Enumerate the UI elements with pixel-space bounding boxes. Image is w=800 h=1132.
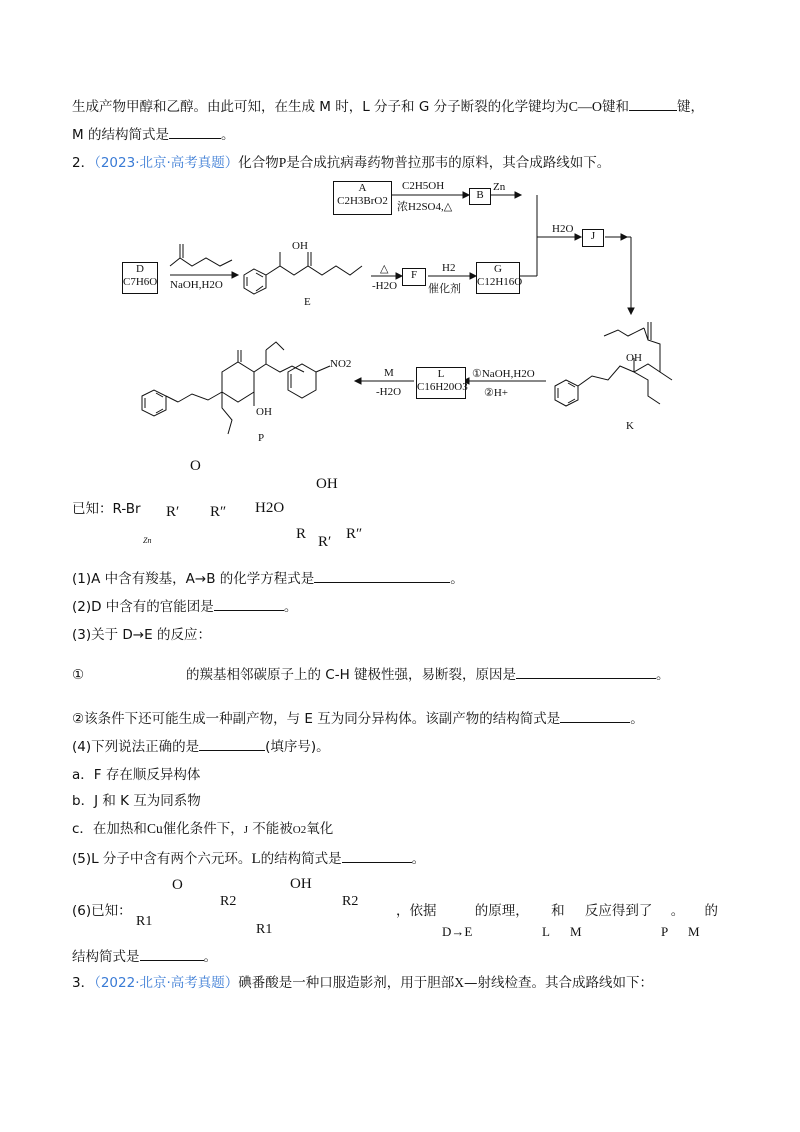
q1-text: (1)A 中含有羧基，A→B 的化学方程式是 <box>72 571 315 587</box>
q6-oh: OH <box>290 876 312 892</box>
bond-co: C—O <box>568 100 603 115</box>
question-1 <box>72 570 464 588</box>
question-number: 2． <box>72 155 95 171</box>
x-letter: X <box>454 975 465 990</box>
known-label: 已知：R-Br <box>72 501 141 517</box>
answer-blank[interactable] <box>140 948 204 961</box>
option-b: b．J 和 K 互为同系物 <box>72 793 201 809</box>
intro-text-5: 。 <box>220 127 235 143</box>
q5-text-2: 的结构简式是 <box>260 851 342 867</box>
reagent-zn: Zn <box>493 181 506 193</box>
q4-text: (4)下列说法正确的是 <box>72 739 200 755</box>
question-3: (3)关于 D→E 的反应： <box>72 627 211 643</box>
q3next-text: 碘番酸是一种口服造影剂，用于胆部 <box>238 975 455 991</box>
q6-text: ，依据 <box>396 903 437 919</box>
reagent-h2so4: 浓H2SO4,△ <box>397 201 453 213</box>
q6-end: 。 <box>203 949 217 965</box>
q3-1-end: 。 <box>656 667 670 683</box>
q6-m-2: M <box>688 924 700 939</box>
compound-g-formula: C12H16O <box>477 276 523 288</box>
answer-blank[interactable] <box>314 570 450 583</box>
box-f <box>402 268 426 286</box>
opt-c-text: c．在加热和 <box>72 821 147 837</box>
q6-end-text: 结构简式是 <box>72 949 140 965</box>
q6-r1: R1 <box>136 914 153 929</box>
q6-r2-enol: R2 <box>342 894 359 909</box>
q3-2-text: ②该条件下还可能生成一种副产物，与 E 互为同分异构体。该副产物的结构简式是 <box>72 711 561 727</box>
question-number-3: 3． <box>72 975 95 991</box>
e-oh-label: OH <box>292 240 308 252</box>
q6-o: O <box>172 877 183 893</box>
q6-d-to-e: D→E <box>442 924 473 939</box>
known-r2-product: R″ <box>346 526 363 542</box>
q6-l: L <box>542 924 550 939</box>
reagent-m: M <box>384 367 394 379</box>
answer-blank[interactable] <box>214 598 284 611</box>
q6-m: M <box>570 924 582 939</box>
q5-end: 。 <box>411 851 426 867</box>
question-2 <box>72 598 297 616</box>
compound-j-label: J <box>590 230 596 242</box>
box-j <box>582 229 604 247</box>
box-g <box>476 262 523 294</box>
question-4 <box>72 738 330 756</box>
question-3-header <box>72 974 653 992</box>
question-3-2 <box>72 710 644 728</box>
q6-text-6: 的 <box>704 903 718 919</box>
box-b <box>469 188 491 205</box>
compound-l-label: L <box>437 368 445 380</box>
answer-blank[interactable] <box>342 850 412 863</box>
opt-c-cu: Cu <box>146 821 163 836</box>
q3-2-end: 。 <box>630 711 644 727</box>
intro-text-4: M 的结构简式是 <box>72 127 169 143</box>
compound-f-label: F <box>410 269 418 281</box>
known-o: O <box>190 458 201 474</box>
known-r2: R″ <box>210 504 227 520</box>
reagent-catalyst: 催化剂 <box>428 283 461 295</box>
q6-end-line <box>72 948 217 966</box>
q6-text-4: 反应得到了 <box>584 903 653 919</box>
option-a: a．F 存在顺反异构体 <box>72 767 201 783</box>
known-r1: R′ <box>166 504 180 520</box>
question-3-1 <box>186 666 670 684</box>
compound-a-label: A <box>358 182 367 194</box>
opt-c-j: J <box>243 824 248 836</box>
opt-c-o2: O2 <box>292 824 307 836</box>
q2-text: (2)D 中含有的官能团是 <box>72 599 214 615</box>
heat-symbol: △ <box>380 263 389 275</box>
answer-blank[interactable] <box>199 738 265 751</box>
box-a <box>333 181 392 215</box>
q1-end: 。 <box>450 571 464 587</box>
compound-p: P <box>278 155 287 170</box>
box-d <box>122 262 158 294</box>
reagent-minus-water-2: -H2O <box>376 386 402 398</box>
reagent-ethanol: C2H5OH <box>402 180 445 192</box>
compound-d-formula: C7H6O <box>123 276 158 288</box>
opt-c-text-2: 催化条件下， <box>162 821 244 837</box>
intro-text-2: 键和 <box>602 99 630 115</box>
compound-l-formula: C16H20O3 <box>417 381 468 393</box>
q5-text: (5)L 分子中含有两个六元环。 <box>72 851 252 867</box>
reagent-h2: H2 <box>442 262 456 274</box>
known-r: R <box>296 526 307 542</box>
q3-1-number: ① <box>72 667 85 683</box>
known-r1-product: R′ <box>318 534 332 550</box>
box-l <box>416 367 466 399</box>
option-c <box>72 820 333 839</box>
compound-a-formula: C2H3BrO2 <box>337 195 388 207</box>
compound-g-label: G <box>494 263 502 275</box>
p-oh-label: OH <box>256 406 272 418</box>
compound-b-label: B <box>476 189 484 201</box>
known-h2o: H2O <box>255 500 285 516</box>
q6-line <box>396 902 718 920</box>
question-text: 化合物 <box>238 155 279 171</box>
question-5 <box>72 850 425 868</box>
reagent-minus-water: -H2O <box>372 280 398 292</box>
q6-r1-enol: R1 <box>256 922 273 937</box>
reagent-naoh: NaOH,H2O <box>170 279 223 291</box>
source-tag-2[interactable]: （2022·北京·高考真题） <box>94 975 239 991</box>
q6-text-2: 的原理， <box>474 903 529 919</box>
compound-e-label: E <box>304 296 311 308</box>
q6-text-3: 和 <box>551 903 565 919</box>
reagent-water: H2O <box>552 223 574 235</box>
source-tag[interactable]: （2023·北京·高考真题） <box>94 155 239 171</box>
opt-c-text-3: 不能被 <box>252 821 293 837</box>
reagent-acid: ②H+ <box>484 387 509 399</box>
known-zn: Zn <box>143 536 152 545</box>
q5-l: L <box>251 851 261 867</box>
q2-end: 。 <box>283 599 298 615</box>
reagent-naoh-2: ①NaOH,H2O <box>472 368 535 380</box>
opt-c-text-4: 氧化 <box>306 821 334 837</box>
q6-p: P <box>661 924 669 939</box>
q6-label: (6)已知： <box>72 903 132 919</box>
q3next-text-2: —射线检查。其合成路线如下： <box>464 975 654 991</box>
question-text-2: 是合成抗病毒药物普拉那韦的原料，其合成路线如下。 <box>286 155 611 171</box>
compound-d-label: D <box>136 263 144 275</box>
intro-text: 生成产物甲醇和乙醇。由此可知，在生成 M 时，L 分子和 G 分子断裂的化学键均为 <box>72 99 569 115</box>
q6-text-5: 。 <box>670 903 685 919</box>
compound-k-label: K <box>626 420 634 432</box>
q6-r2: R2 <box>220 894 237 909</box>
synthesis-scheme <box>0 0 800 460</box>
known-oh: OH <box>316 476 338 492</box>
q4-end: (填序号)。 <box>265 739 330 755</box>
compound-p-label: P <box>258 432 265 444</box>
nitro-label: NO2 <box>330 358 352 370</box>
q3-1-text: 的羰基相邻碳原子上的 C-H 键极性强，易断裂，原因是 <box>186 667 517 683</box>
intro-text-3: 键， <box>677 99 705 115</box>
answer-blank[interactable] <box>560 710 630 723</box>
answer-blank[interactable] <box>516 666 656 679</box>
k-oh-label: OH <box>626 352 642 364</box>
